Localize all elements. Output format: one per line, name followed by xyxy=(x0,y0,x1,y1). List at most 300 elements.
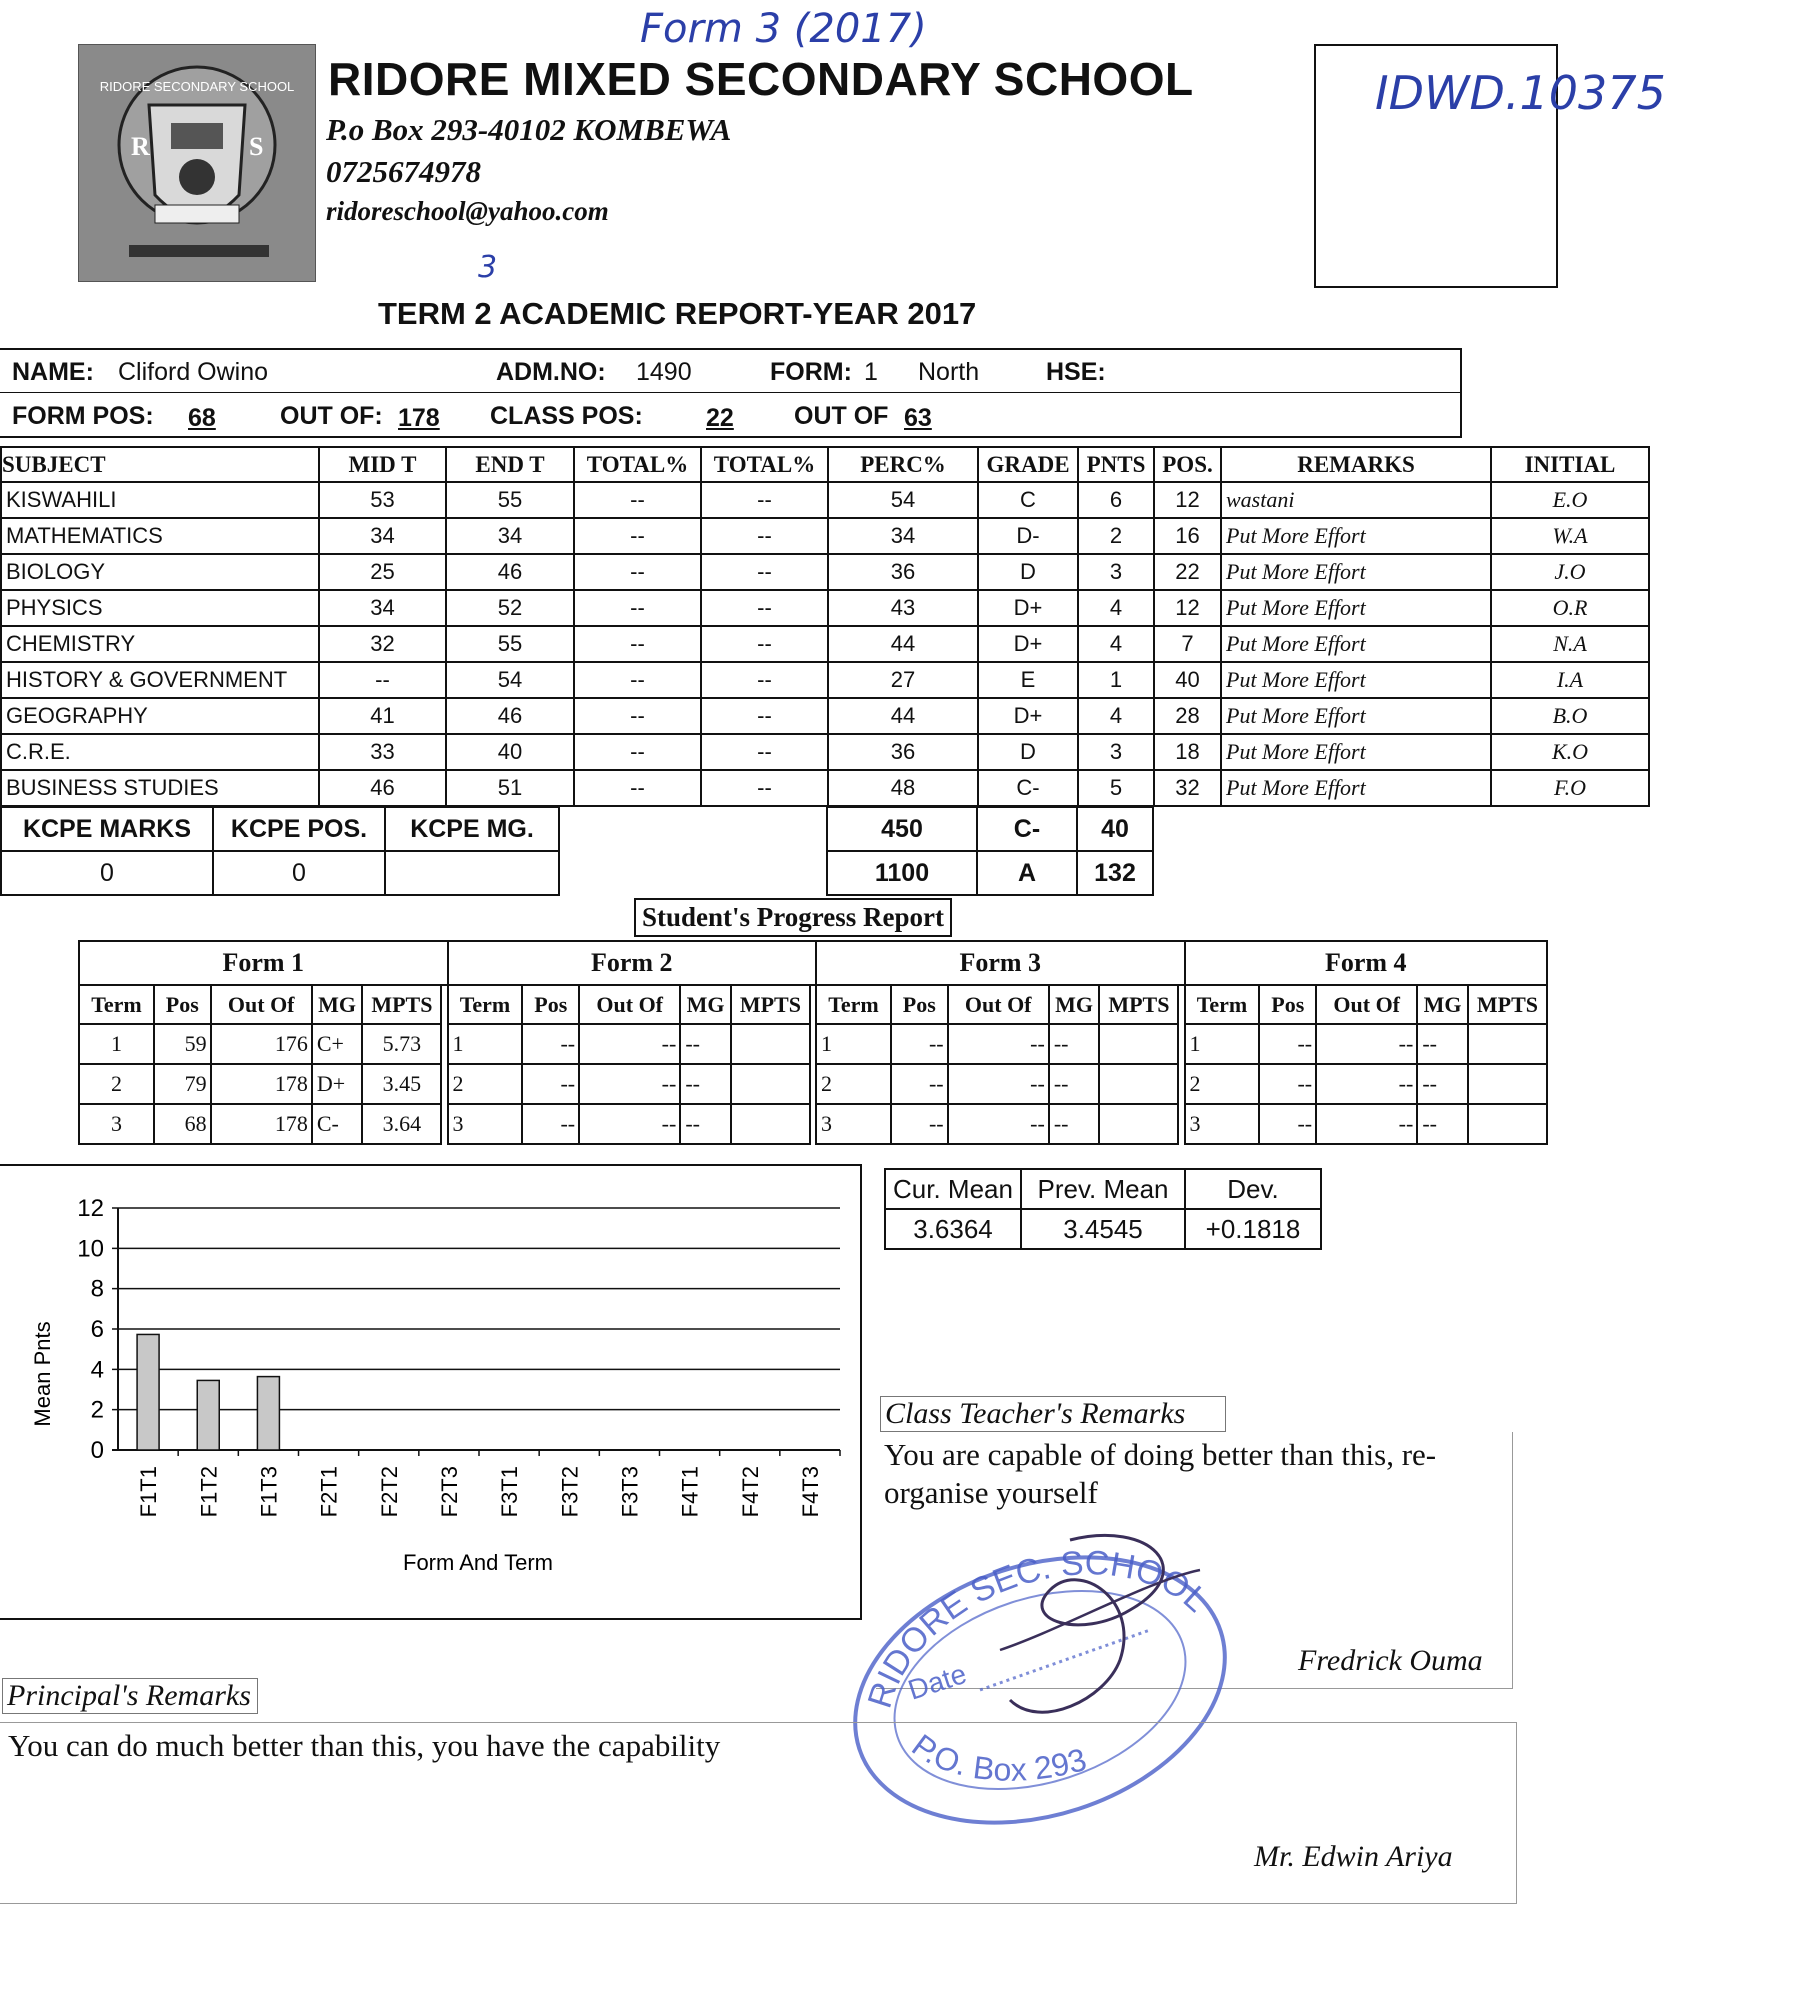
position: 18 xyxy=(1154,734,1221,770)
mpts-cell: 3.45 xyxy=(362,1064,441,1104)
pos-cell: -- xyxy=(1259,1104,1316,1144)
pos-cell: -- xyxy=(522,1064,579,1104)
handwritten-id-note: IDWD.10375 xyxy=(1375,66,1666,120)
class-teacher-remarks-label: Class Teacher's Remarks xyxy=(880,1396,1226,1432)
table-row xyxy=(1,518,1649,554)
form-4-header: Form 4 xyxy=(1185,941,1548,985)
position: 16 xyxy=(1154,518,1221,554)
percentage: 48 xyxy=(828,770,978,806)
header-grade: GRADE xyxy=(978,447,1078,482)
kcpe-mg-header: KCPE MG. xyxy=(385,807,559,851)
form-pos-label: FORM POS: xyxy=(12,402,154,430)
points: 6 xyxy=(1078,482,1154,518)
class-teacher-remarks-text: You are capable of doing better than this, re-organise yourself xyxy=(884,1437,1437,1510)
mid-term: 46 xyxy=(319,770,446,806)
end-term: 55 xyxy=(446,626,574,662)
mg-cell: D+ xyxy=(312,1064,363,1104)
means-value-row xyxy=(885,1209,1321,1249)
means-table xyxy=(884,1168,1322,1250)
mg-header: MG xyxy=(312,985,363,1024)
marks-header-row xyxy=(1,447,1649,482)
position: 12 xyxy=(1154,482,1221,518)
mg-header: MG xyxy=(680,985,731,1024)
grade: D+ xyxy=(978,626,1078,662)
chart-x-tick-label: F2T3 xyxy=(436,1466,462,1518)
initial: F.O xyxy=(1491,770,1649,806)
points: 3 xyxy=(1078,734,1154,770)
position: 7 xyxy=(1154,626,1221,662)
points: 1 xyxy=(1078,662,1154,698)
end-term: 46 xyxy=(446,698,574,734)
total-2: -- xyxy=(701,518,828,554)
remarks: Put More Effort xyxy=(1221,626,1491,662)
chart-y-tick-label: 10 xyxy=(77,1235,104,1263)
mpts-header: MPTS xyxy=(1099,985,1178,1024)
pos-cell: 68 xyxy=(154,1104,211,1144)
header-total-2: TOTAL% xyxy=(701,447,828,482)
term-header: Term xyxy=(1185,985,1260,1024)
end-term: 52 xyxy=(446,590,574,626)
term-cell: 2 xyxy=(448,1064,523,1104)
mid-term: -- xyxy=(319,662,446,698)
remarks: Put More Effort xyxy=(1221,734,1491,770)
form-3-header: Form 3 xyxy=(816,941,1185,985)
grade: D- xyxy=(978,518,1078,554)
percentage: 44 xyxy=(828,626,978,662)
table-row xyxy=(1,734,1649,770)
subject-name: C.R.E. xyxy=(1,734,319,770)
term-cell: 3 xyxy=(816,1104,891,1144)
mg-header: MG xyxy=(1049,985,1100,1024)
class-out-of-label: OUT OF xyxy=(794,402,889,430)
school-name: RIDORE MIXED SECONDARY SCHOOL xyxy=(328,53,1194,105)
total-1: -- xyxy=(574,518,701,554)
mpts-header: MPTS xyxy=(1468,985,1547,1024)
chart-x-tick-label: F1T2 xyxy=(196,1466,222,1518)
chart-bar-f1t1 xyxy=(137,1334,159,1450)
initial: E.O xyxy=(1491,482,1649,518)
mpts-cell xyxy=(731,1064,810,1104)
total-2: -- xyxy=(701,698,828,734)
stamp-box-text: P.O. Box 293 xyxy=(905,1726,1091,1788)
max-grade: A xyxy=(977,851,1077,895)
mpts-cell xyxy=(731,1104,810,1144)
end-term: 55 xyxy=(446,482,574,518)
percentage: 27 xyxy=(828,662,978,698)
principal-remarks-label: Principal's Remarks xyxy=(2,1678,258,1714)
adm-number: 1490 xyxy=(636,358,692,386)
position: 32 xyxy=(1154,770,1221,806)
progress-form-header-row xyxy=(79,941,1547,985)
out-of-cell: -- xyxy=(579,1104,680,1144)
position: 28 xyxy=(1154,698,1221,734)
total-marks: 450 xyxy=(827,807,977,851)
mpts-cell xyxy=(1468,1064,1547,1104)
svg-text:R: R xyxy=(131,132,150,161)
header-pos: POS. xyxy=(1154,447,1221,482)
name-label: NAME: xyxy=(12,358,94,386)
out-of-header: Out Of xyxy=(948,985,1049,1024)
grade: D+ xyxy=(978,590,1078,626)
student-name: Cliford Owino xyxy=(118,358,269,386)
class-pos-value: 22 xyxy=(706,404,734,432)
table-row xyxy=(1,698,1649,734)
out-of-cell: 178 xyxy=(211,1064,312,1104)
chart-y-tick-label: 12 xyxy=(77,1195,104,1222)
total-2: -- xyxy=(701,662,828,698)
mg-cell: -- xyxy=(1417,1024,1468,1064)
points: 4 xyxy=(1078,698,1154,734)
header-perc: PERC% xyxy=(828,447,978,482)
school-email: ridoreschool@yahoo.com xyxy=(326,196,609,226)
progress-sub-header-row xyxy=(79,985,1547,1024)
means-header-row xyxy=(885,1169,1321,1209)
points: 4 xyxy=(1078,590,1154,626)
out-of-header: Out Of xyxy=(579,985,680,1024)
percentage: 34 xyxy=(828,518,978,554)
form-2-header: Form 2 xyxy=(448,941,817,985)
chart-x-tick-label: F1T3 xyxy=(256,1466,282,1518)
grade: C xyxy=(978,482,1078,518)
end-term: 34 xyxy=(446,518,574,554)
remarks: Put More Effort xyxy=(1221,698,1491,734)
form-pos-value: 68 xyxy=(188,404,216,432)
progress-row xyxy=(79,1024,1547,1064)
mg-header: MG xyxy=(1417,985,1468,1024)
out-of-cell: -- xyxy=(948,1104,1049,1144)
total-1: -- xyxy=(574,734,701,770)
mpts-cell xyxy=(1099,1104,1178,1144)
form-value: 1 xyxy=(864,358,878,386)
kcpe-marks-value: 0 xyxy=(1,851,213,895)
pos-header: Pos xyxy=(1259,985,1316,1024)
total-1: -- xyxy=(574,482,701,518)
chart-bar-f1t2 xyxy=(197,1380,219,1450)
chart-x-tick-label: F2T1 xyxy=(316,1466,342,1518)
totals-table xyxy=(826,806,1154,896)
percentage: 54 xyxy=(828,482,978,518)
kcpe-header-row xyxy=(1,807,559,851)
header-end-t: END T xyxy=(446,447,574,482)
logo-text: RIDORE SECONDARY SCHOOL xyxy=(99,79,295,94)
progress-row xyxy=(79,1064,1547,1104)
cur-mean-value: 3.6364 xyxy=(885,1209,1021,1249)
end-term: 40 xyxy=(446,734,574,770)
out-of-header: Out Of xyxy=(1316,985,1417,1024)
term-cell: 3 xyxy=(448,1104,523,1144)
table-row xyxy=(1,770,1649,806)
chart-y-tick-label: 4 xyxy=(90,1356,104,1384)
grade: C- xyxy=(978,770,1078,806)
chart-x-tick-label: F2T2 xyxy=(376,1466,402,1518)
term-cell: 3 xyxy=(79,1104,154,1144)
student-info-box xyxy=(0,348,1462,438)
mpts-cell xyxy=(1468,1024,1547,1064)
position: 12 xyxy=(1154,590,1221,626)
total-2: -- xyxy=(701,734,828,770)
initial: K.O xyxy=(1491,734,1649,770)
out-of-value: 178 xyxy=(398,404,440,432)
term-cell: 2 xyxy=(1185,1064,1260,1104)
total-2: -- xyxy=(701,770,828,806)
mg-cell: -- xyxy=(680,1104,731,1144)
pos-cell: -- xyxy=(891,1024,948,1064)
grade: D+ xyxy=(978,698,1078,734)
header-subject: SUBJECT xyxy=(1,447,319,482)
chart-x-tick-label: F3T2 xyxy=(557,1466,583,1518)
chart-y-tick-label: 8 xyxy=(90,1275,104,1303)
percentage: 43 xyxy=(828,590,978,626)
mid-term: 33 xyxy=(319,734,446,770)
remarks: Put More Effort xyxy=(1221,554,1491,590)
pos-header: Pos xyxy=(891,985,948,1024)
header-mid-t: MID T xyxy=(319,447,446,482)
percentage: 36 xyxy=(828,554,978,590)
out-of-cell: 176 xyxy=(211,1024,312,1064)
term-cell: 1 xyxy=(816,1024,891,1064)
subject-name: PHYSICS xyxy=(1,590,319,626)
header-initial: INITIAL xyxy=(1491,447,1649,482)
mg-cell: -- xyxy=(1049,1064,1100,1104)
term-header: Term xyxy=(816,985,891,1024)
prev-mean-header: Prev. Mean xyxy=(1021,1169,1185,1209)
total-2: -- xyxy=(701,590,828,626)
out-of-cell: -- xyxy=(948,1024,1049,1064)
term-header: Term xyxy=(448,985,523,1024)
mid-term: 53 xyxy=(319,482,446,518)
mpts-cell xyxy=(1099,1024,1178,1064)
subject-name: MATHEMATICS xyxy=(1,518,319,554)
term-cell: 1 xyxy=(79,1024,154,1064)
stamp-date-label: Date xyxy=(904,1657,971,1706)
mpts-cell xyxy=(1099,1064,1178,1104)
subject-name: HISTORY & GOVERNMENT xyxy=(1,662,319,698)
chart-bar-f1t3 xyxy=(257,1377,279,1450)
end-term: 54 xyxy=(446,662,574,698)
out-of-cell: -- xyxy=(948,1064,1049,1104)
pos-header: Pos xyxy=(154,985,211,1024)
mpts-header: MPTS xyxy=(731,985,810,1024)
deviation-header: Dev. xyxy=(1185,1169,1321,1209)
percentage: 36 xyxy=(828,734,978,770)
out-of-cell: -- xyxy=(1316,1104,1417,1144)
term-cell: 1 xyxy=(1185,1024,1260,1064)
kcpe-pos-header: KCPE POS. xyxy=(213,807,385,851)
remarks: wastani xyxy=(1221,482,1491,518)
pos-cell: 59 xyxy=(154,1024,211,1064)
initial: W.A xyxy=(1491,518,1649,554)
mg-cell: -- xyxy=(1417,1104,1468,1144)
out-of-label: OUT OF: xyxy=(280,402,383,430)
stamp-school-text: RIDORE SEC. SCHOOL xyxy=(860,1544,1216,1713)
mid-term: 34 xyxy=(319,590,446,626)
total-2: -- xyxy=(701,554,828,590)
table-row xyxy=(1,662,1649,698)
subject-name: GEOGRAPHY xyxy=(1,698,319,734)
svg-text:S: S xyxy=(249,132,264,161)
remarks: Put More Effort xyxy=(1221,662,1491,698)
adm-label: ADM.NO: xyxy=(496,358,606,386)
pos-cell: -- xyxy=(891,1104,948,1144)
mpts-cell xyxy=(731,1024,810,1064)
mpts-cell: 3.64 xyxy=(362,1104,441,1144)
chart-x-tick-label: F4T2 xyxy=(737,1466,763,1518)
mid-term: 32 xyxy=(319,626,446,662)
mg-cell: -- xyxy=(1417,1064,1468,1104)
percentage: 44 xyxy=(828,698,978,734)
kcpe-mg-value xyxy=(385,851,559,895)
header-pnts: PNTS xyxy=(1078,447,1154,482)
out-of-cell: -- xyxy=(1316,1024,1417,1064)
mpts-cell: 5.73 xyxy=(362,1024,441,1064)
initial: I.A xyxy=(1491,662,1649,698)
total-1: -- xyxy=(574,626,701,662)
progress-row xyxy=(79,1104,1547,1144)
class-out-of-value: 63 xyxy=(904,404,932,432)
remarks: Put More Effort xyxy=(1221,590,1491,626)
mid-term: 34 xyxy=(319,518,446,554)
total-1: -- xyxy=(574,698,701,734)
handwritten-form-note: Form 3 (2017) xyxy=(640,6,927,52)
subject-name: BIOLOGY xyxy=(1,554,319,590)
chart-x-tick-label: F3T1 xyxy=(497,1466,523,1518)
mg-cell: -- xyxy=(680,1064,731,1104)
chart-y-label: Mean Pnts xyxy=(30,1321,55,1427)
total-1: -- xyxy=(574,770,701,806)
initial: J.O xyxy=(1491,554,1649,590)
mean-grade: C- xyxy=(977,807,1077,851)
chart-y-tick-label: 0 xyxy=(90,1437,104,1464)
total-1: -- xyxy=(574,662,701,698)
chart-x-label: Form And Term xyxy=(403,1550,553,1575)
total-1: -- xyxy=(574,554,701,590)
subject-name: KISWAHILI xyxy=(1,482,319,518)
chart-y-tick-label: 6 xyxy=(90,1316,104,1343)
subject-name: CHEMISTRY xyxy=(1,626,319,662)
mid-term: 41 xyxy=(319,698,446,734)
progress-table xyxy=(78,940,1548,1145)
mg-cell: -- xyxy=(1049,1024,1100,1064)
report-title: TERM 2 ACADEMIC REPORT-YEAR 2017 xyxy=(378,296,977,331)
school-phone: 0725674978 xyxy=(326,154,481,189)
progress-report-title: Student's Progress Report xyxy=(634,898,952,937)
end-term: 51 xyxy=(446,770,574,806)
table-row xyxy=(1,554,1649,590)
out-of-cell: -- xyxy=(579,1064,680,1104)
term-cell: 3 xyxy=(1185,1104,1260,1144)
position: 22 xyxy=(1154,554,1221,590)
total-2: -- xyxy=(701,626,828,662)
chart-y-tick-label: 2 xyxy=(90,1396,104,1424)
out-of-header: Out Of xyxy=(211,985,312,1024)
chart-x-tick-label: F1T1 xyxy=(136,1466,162,1518)
points: 2 xyxy=(1078,518,1154,554)
mg-cell: C- xyxy=(312,1104,363,1144)
points: 5 xyxy=(1078,770,1154,806)
initial: N.A xyxy=(1491,626,1649,662)
hse-label: HSE: xyxy=(1046,358,1106,386)
term-cell: 1 xyxy=(448,1024,523,1064)
mean-points-chart xyxy=(0,1164,862,1620)
total-2: -- xyxy=(701,482,828,518)
initial: B.O xyxy=(1491,698,1649,734)
principal-remarks-text: You can do much better than this, you have the capability xyxy=(8,1728,721,1763)
form-1-header: Form 1 xyxy=(79,941,448,985)
position: 40 xyxy=(1154,662,1221,698)
school-address: P.o Box 293-40102 KOMBEWA xyxy=(326,112,732,147)
table-row xyxy=(1,590,1649,626)
grade: D xyxy=(978,734,1078,770)
mid-term: 25 xyxy=(319,554,446,590)
school-logo xyxy=(78,44,316,282)
header-remarks: REMARKS xyxy=(1221,447,1491,482)
mg-cell: -- xyxy=(680,1024,731,1064)
remarks: Put More Effort xyxy=(1221,770,1491,806)
header-total-1: TOTAL% xyxy=(574,447,701,482)
pos-header: Pos xyxy=(522,985,579,1024)
cur-mean-header: Cur. Mean xyxy=(885,1169,1021,1209)
max-marks: 1100 xyxy=(827,851,977,895)
total-points: 40 xyxy=(1077,807,1153,851)
max-totals-row xyxy=(827,851,1153,895)
grade: D xyxy=(978,554,1078,590)
kcpe-value-row xyxy=(1,851,559,895)
class-pos-label: CLASS POS: xyxy=(490,402,643,430)
mpts-header: MPTS xyxy=(362,985,441,1024)
term-cell: 2 xyxy=(816,1064,891,1104)
form-label: FORM: xyxy=(770,358,852,386)
marks-table xyxy=(0,446,1650,807)
mg-cell: C+ xyxy=(312,1024,363,1064)
points: 4 xyxy=(1078,626,1154,662)
grade: E xyxy=(978,662,1078,698)
kcpe-table xyxy=(0,806,560,896)
term-header: Term xyxy=(79,985,154,1024)
table-row xyxy=(1,626,1649,662)
pos-cell: -- xyxy=(522,1024,579,1064)
total-1: -- xyxy=(574,590,701,626)
max-points: 132 xyxy=(1077,851,1153,895)
stream-value: North xyxy=(918,358,980,386)
deviation-value: +0.1818 xyxy=(1185,1209,1321,1249)
table-row xyxy=(1,482,1649,518)
pos-cell: -- xyxy=(1259,1024,1316,1064)
subject-name: BUSINESS STUDIES xyxy=(1,770,319,806)
out-of-cell: -- xyxy=(1316,1064,1417,1104)
class-teacher-name: Fredrick Ouma xyxy=(1298,1644,1483,1677)
mpts-cell xyxy=(1468,1104,1547,1144)
remarks: Put More Effort xyxy=(1221,518,1491,554)
out-of-cell: 178 xyxy=(211,1104,312,1144)
initial: O.R xyxy=(1491,590,1649,626)
pos-cell: -- xyxy=(1259,1064,1316,1104)
totals-row xyxy=(827,807,1153,851)
principal-name: Mr. Edwin Ariya xyxy=(1254,1840,1453,1873)
prev-mean-value: 3.4545 xyxy=(1021,1209,1185,1249)
chart-x-tick-label: F4T3 xyxy=(797,1466,823,1518)
pos-cell: -- xyxy=(891,1064,948,1104)
kcpe-pos-value: 0 xyxy=(213,851,385,895)
out-of-cell: -- xyxy=(579,1024,680,1064)
chart-x-tick-label: F3T3 xyxy=(617,1466,643,1518)
pos-cell: -- xyxy=(522,1104,579,1144)
kcpe-marks-header: KCPE MARKS xyxy=(1,807,213,851)
pos-cell: 79 xyxy=(154,1064,211,1104)
school-crest-icon xyxy=(79,45,315,281)
mg-cell: -- xyxy=(1049,1104,1100,1144)
term-cell: 2 xyxy=(79,1064,154,1104)
handwritten-term-correction: 3 xyxy=(478,250,498,285)
